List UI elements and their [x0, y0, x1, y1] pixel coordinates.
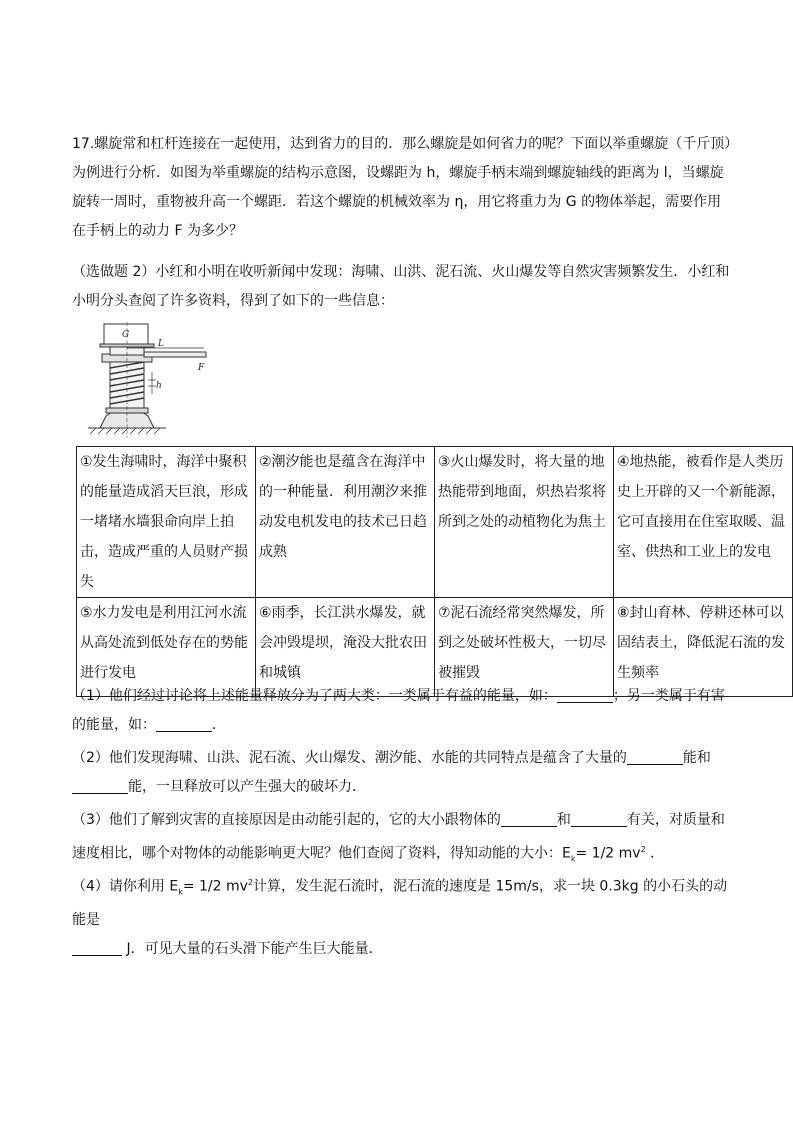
sub-question-4: （4）请你利用 $E_k= 1/2$ $mv^2$计算，发生泥石流时，泥石流的速度是 15m/s，求一块 0.3kg 的小石头的动能是 J．可见大量的石头滑下能产生巨大能量．: [72, 878, 728, 958]
question-17-text: 17.螺旋常和杠杆连接在一起使用，达到省力的目的．那么螺旋是如何省力的呢？下面以举重螺旋（千斤顶）为例进行分析．如图为举重螺旋的结构示意图，设螺距为 h，螺旋手柄末端到螺旋轴线的距离为 l，当螺旋旋转一周时，重物被升高一个螺距．若这个螺旋的机械效率为 η，用它将重力为 G 的物体举起，需要作用在手柄上的动力 F 为多少？: [72, 136, 732, 239]
answer-blank[interactable]: [571, 810, 627, 827]
table-cell: ⑥雨季，长江洪水爆发，就会冲毁堤坝，淹没大批农田和城镇: [256, 598, 435, 697]
sub-question-3: （3）他们了解到灾害的直接原因是由动能引起的，它的大小跟物体的 和 有关，对质量和速度相比，哪个对物体的动能影响更大呢？他们查阅了资料，得知动能的大小：$E_k= 1/2$ $mv^2$ ．: [72, 812, 725, 864]
label-h: h: [156, 381, 162, 391]
table-row: [77, 447, 793, 598]
answer-blank[interactable]: [627, 748, 683, 765]
answer-blank[interactable]: [72, 939, 122, 956]
table-cell: ④地热能，被看作是人类历史上开辟的又一个新能源，它可直接用在住室取暖、温室、供热和工业上的发电: [614, 447, 793, 598]
table-cell: ⑦泥石流经常突然爆发，所到之处破坏性极大，一切尽被摧毁: [435, 598, 614, 697]
table-cell: ①发生海啸时，海洋中聚积的能量造成滔天巨浪，形成一堵堵水墙狠命向岸上拍击，造成严重的人员财产损失: [77, 447, 256, 598]
energy-info-table: [76, 446, 793, 697]
answer-blank[interactable]: [557, 686, 613, 703]
table-cell: ⑧封山育林、停耕还林可以固结表土，降低泥石流的发生频率: [614, 598, 793, 697]
label-L: L: [158, 339, 164, 349]
answer-blank[interactable]: [501, 810, 557, 827]
label-F: F: [198, 363, 205, 373]
answer-blank[interactable]: [156, 715, 212, 732]
label-G: G: [122, 330, 130, 340]
table-cell: ②潮汐能也是蕴含在海洋中的一种能量．利用潮汐来推动发电机发电的技术已日趋成熟: [256, 447, 435, 598]
elective-intro: （选做题 2）小红和小明在收听新闻中发现：海啸、山洪、泥石流、火山爆发等自然灾害频繁发生．小红和小明分头查阅了许多资料，得到了如下的一些信息：: [72, 264, 730, 309]
sub-question-2: （2）他们发现海啸、山洪、泥石流、火山爆发、潮汐能、水能的共同特点是蕴含了大量的 能和 能，一旦释放可以产生强大的破坏力．: [72, 750, 711, 795]
table-cell: ③火山爆发时，将大量的地热能带到地面，炽热岩浆将所到之处的动植物化为焦土: [435, 447, 614, 598]
sub-question-1: （1）他们经过讨论将上述能量释放分为了两大类：一类属于有益的能量，如： ；另一类属于有害的能量，如： ．: [72, 688, 725, 733]
table-cell: ⑤水力发电是利用江河水流从高处流到低处存在的势能进行发电: [77, 598, 256, 697]
screw-jack-diagram: [86, 320, 214, 440]
answer-blank[interactable]: [72, 777, 128, 794]
